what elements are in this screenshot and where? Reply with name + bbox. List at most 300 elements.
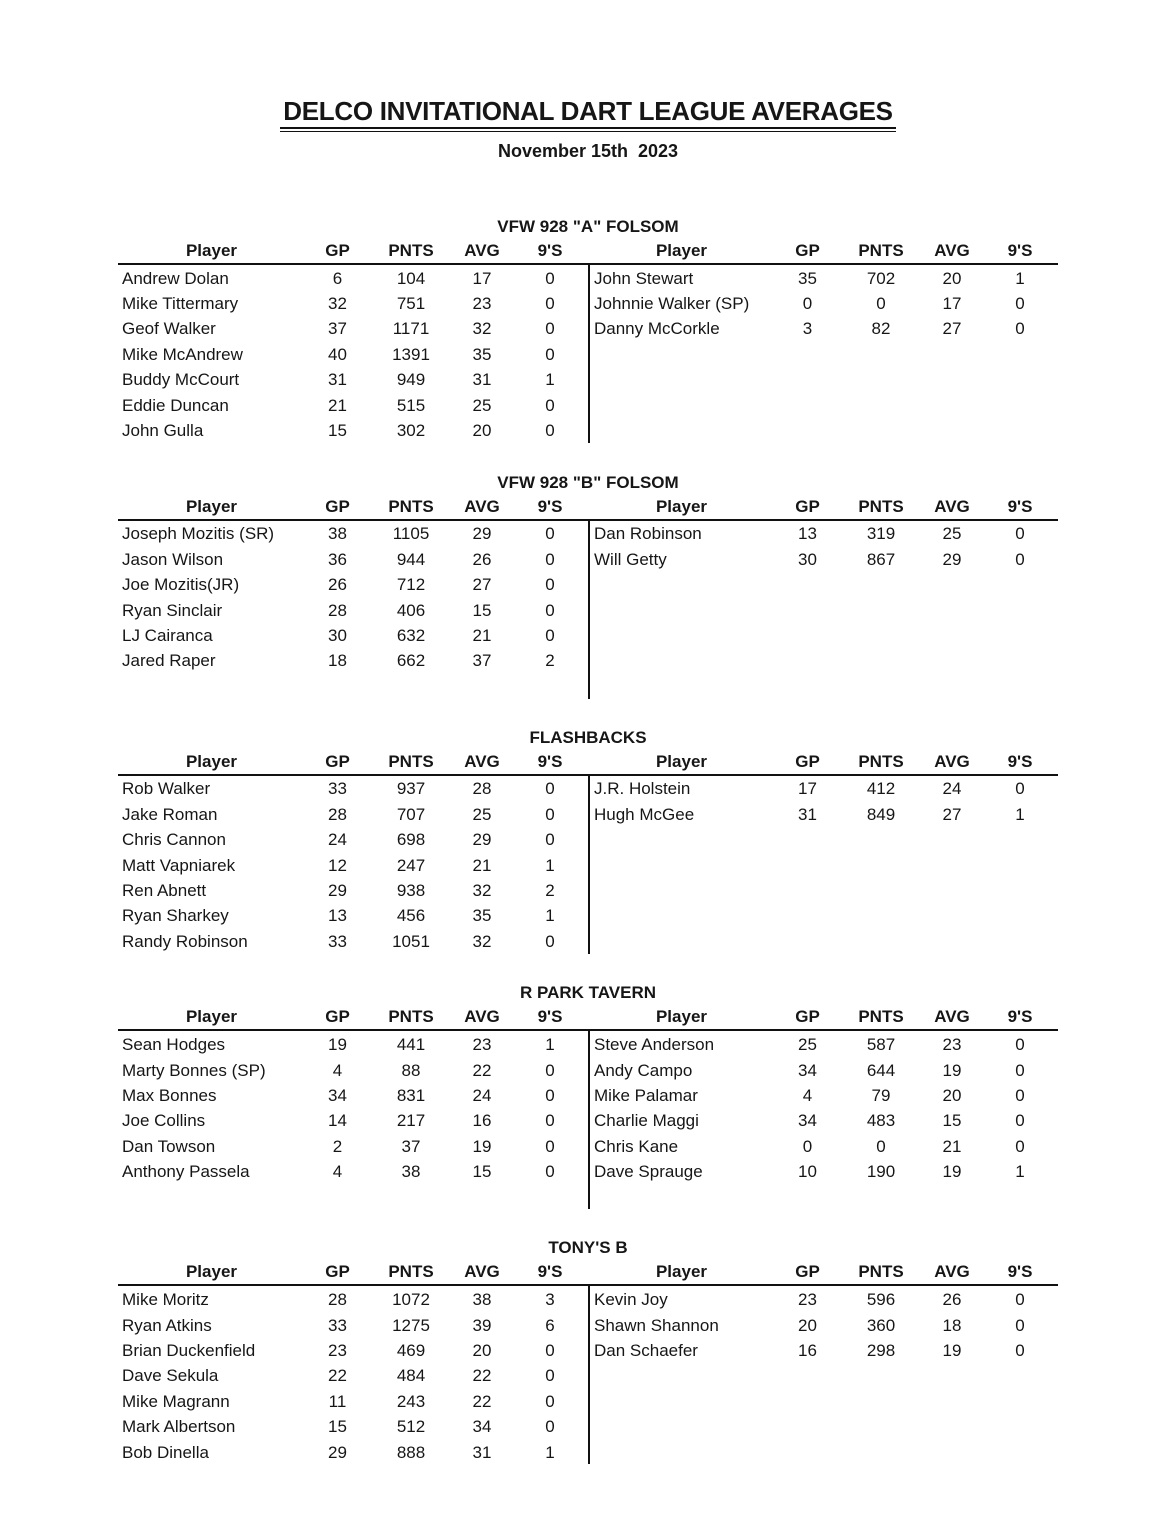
stat-cell: 19 xyxy=(472,1136,492,1156)
player-name-cell: Ryan Sharkey xyxy=(122,906,229,926)
player-name-cell: Randy Robinson xyxy=(122,931,248,951)
player-name-cell: Dan Towson xyxy=(122,1136,216,1156)
stat-cell: 20 xyxy=(942,1085,962,1105)
player-name-cell: LJ Cairanca xyxy=(122,625,213,645)
player-name-cell: Mike Moritz xyxy=(122,1290,209,1310)
column-header: PNTS xyxy=(388,241,434,260)
table-row xyxy=(590,1109,1058,1134)
stat-cell: 190 xyxy=(866,1162,896,1182)
stat-cell: 1 xyxy=(1015,804,1025,824)
player-name-cell: Jason Wilson xyxy=(122,549,224,569)
player-name-cell: Max Bonnes xyxy=(122,1085,217,1105)
player-name-cell: Dave Sprauge xyxy=(594,1162,703,1182)
stat-cell: 37 xyxy=(328,319,347,339)
table-row xyxy=(118,929,588,954)
player-name-cell: Eddie Duncan xyxy=(122,395,229,415)
stat-cell: 20 xyxy=(942,268,962,288)
stat-cell: 19 xyxy=(328,1035,347,1055)
page-title xyxy=(118,96,1058,132)
stat-cell: 1 xyxy=(545,1442,555,1462)
stat-cell: 0 xyxy=(545,1111,555,1131)
stat-cell: 28 xyxy=(328,1290,347,1310)
stat-cell: 0 xyxy=(545,549,555,569)
stat-cell: 34 xyxy=(798,1111,817,1131)
column-header: 9'S xyxy=(1007,241,1033,260)
player-name-cell: Andy Campo xyxy=(594,1060,693,1080)
column-header: PNTS xyxy=(388,751,434,771)
stat-cell: 0 xyxy=(545,600,555,620)
stat-cell: 0 xyxy=(545,344,555,364)
column-header: Player xyxy=(655,1262,708,1282)
table-row xyxy=(590,547,1058,572)
header-row xyxy=(588,239,1058,265)
column-header: PNTS xyxy=(388,496,434,516)
column-header: PNTS xyxy=(388,1262,434,1282)
stat-cell: 38 xyxy=(401,1162,421,1182)
page-date: November 15th 2023 xyxy=(497,141,679,161)
table-row xyxy=(118,853,588,878)
stat-cell: 23 xyxy=(942,1035,962,1055)
stat-cell: 1072 xyxy=(392,1290,430,1310)
table-row xyxy=(590,317,1058,342)
stat-cell: 33 xyxy=(328,1315,347,1335)
team-table-half-left xyxy=(118,495,588,699)
stat-cell: 31 xyxy=(472,1442,492,1462)
table-row xyxy=(118,623,588,648)
stat-cell: 4 xyxy=(332,1162,343,1182)
stat-cell: 22 xyxy=(472,1060,492,1080)
stat-cell: 32 xyxy=(472,931,492,951)
table-row xyxy=(118,1313,588,1338)
stat-cell: 632 xyxy=(396,625,426,645)
stat-cell: 483 xyxy=(866,1111,896,1131)
stat-cell: 360 xyxy=(866,1315,896,1335)
stat-cell: 0 xyxy=(545,804,555,824)
stat-cell: 217 xyxy=(396,1111,426,1131)
column-header: GP xyxy=(795,496,820,516)
table-body xyxy=(588,521,1058,699)
column-header: PNTS xyxy=(388,1007,434,1027)
stat-cell: 0 xyxy=(545,1162,555,1182)
stat-cell: 949 xyxy=(396,370,426,390)
stat-cell: 24 xyxy=(328,830,347,850)
player-name-cell: Danny McCorkle xyxy=(594,319,720,339)
table-row xyxy=(118,573,588,598)
team-table-half-right xyxy=(588,495,1058,699)
stat-cell: 38 xyxy=(328,524,347,544)
stat-cell: 0 xyxy=(1015,779,1025,799)
team-table-half-left xyxy=(118,750,588,955)
table-row xyxy=(590,802,1058,827)
stat-cell: 2 xyxy=(332,1136,343,1156)
header-row xyxy=(588,495,1058,521)
stat-cell: 0 xyxy=(545,1391,555,1411)
table-row xyxy=(118,368,588,393)
stat-cell: 25 xyxy=(472,804,492,824)
stat-cell: 10 xyxy=(798,1162,817,1182)
player-name-cell: Brian Duckenfield xyxy=(122,1340,256,1360)
table-row xyxy=(590,777,1058,802)
player-name-cell: Geof Walker xyxy=(122,319,216,339)
stat-cell: 38 xyxy=(472,1290,492,1310)
stat-cell: 0 xyxy=(1015,1315,1025,1335)
player-name-cell: Dave Sekula xyxy=(122,1366,219,1386)
column-header: 9'S xyxy=(1007,1262,1033,1282)
column-header: AVG xyxy=(464,1262,500,1282)
table-body xyxy=(118,776,588,955)
player-name-cell: Kevin Joy xyxy=(594,1290,668,1310)
column-header: AVG xyxy=(464,241,500,260)
title-underline xyxy=(280,96,895,132)
stat-cell: 25 xyxy=(472,395,492,415)
table-body xyxy=(588,1031,1058,1209)
stat-cell: 15 xyxy=(942,1111,962,1131)
column-header: AVG xyxy=(464,751,500,771)
stat-cell: 30 xyxy=(328,625,347,645)
table-body xyxy=(118,1031,588,1209)
stat-cell: 29 xyxy=(328,1442,347,1462)
stat-cell: 1 xyxy=(1015,268,1025,288)
stat-cell: 0 xyxy=(1015,524,1025,544)
table-row xyxy=(590,1134,1058,1159)
stat-cell: 0 xyxy=(802,1136,813,1156)
table-row xyxy=(118,878,588,903)
stat-cell: 0 xyxy=(545,395,555,415)
table-body xyxy=(588,1286,1058,1464)
stat-cell: 25 xyxy=(798,1035,817,1055)
column-header: GP xyxy=(795,1262,820,1282)
team-section xyxy=(118,214,1058,444)
stat-cell: 0 xyxy=(545,1085,555,1105)
column-header: PNTS xyxy=(858,1007,904,1027)
stat-cell: 412 xyxy=(866,779,896,799)
player-name-cell: Hugh McGee xyxy=(594,804,695,824)
column-header: AVG xyxy=(934,1262,970,1282)
page-title-text: DELCO INVITATIONAL DART LEAGUE AVERAGES xyxy=(280,96,895,129)
column-header: Player xyxy=(185,1007,238,1027)
stat-cell: 17 xyxy=(472,268,492,288)
stat-cell: 712 xyxy=(396,575,426,595)
stat-cell: 15 xyxy=(328,421,347,441)
team-title: R PARK TAVERN xyxy=(520,983,656,1003)
stat-cell: 14 xyxy=(328,1111,347,1131)
stat-cell: 1 xyxy=(545,906,555,926)
stat-cell: 35 xyxy=(472,344,492,364)
stat-cell: 1105 xyxy=(392,524,430,544)
player-name-cell: Johnnie Walker (SP) xyxy=(594,294,750,314)
stat-cell: 17 xyxy=(798,779,817,799)
stat-cell: 1 xyxy=(1015,1162,1025,1182)
table-row xyxy=(118,317,588,342)
stat-cell: 702 xyxy=(866,268,896,288)
stat-cell: 849 xyxy=(866,804,896,824)
player-name-cell: Dan Robinson xyxy=(594,524,702,544)
table-row xyxy=(118,828,588,853)
stat-cell: 1391 xyxy=(392,344,430,364)
column-header: GP xyxy=(325,241,350,260)
table-row xyxy=(118,547,588,572)
stat-cell: 40 xyxy=(328,344,347,364)
team-table xyxy=(118,239,1058,444)
stat-cell: 944 xyxy=(396,549,426,569)
player-name-cell: Chris Kane xyxy=(594,1136,679,1156)
stat-cell: 6 xyxy=(545,1315,555,1335)
table-row xyxy=(118,1032,588,1057)
stat-cell: 29 xyxy=(472,524,492,544)
stat-cell: 0 xyxy=(876,294,886,314)
stat-cell: 0 xyxy=(802,294,813,314)
stat-cell: 35 xyxy=(798,268,817,288)
table-row xyxy=(118,904,588,929)
stat-cell: 27 xyxy=(472,575,492,595)
stat-cell: 19 xyxy=(942,1162,962,1182)
team-table-half-right xyxy=(588,1005,1058,1209)
stat-cell: 21 xyxy=(942,1136,962,1156)
header-row xyxy=(118,1005,588,1031)
column-header: Player xyxy=(185,241,238,260)
player-name-cell: Mike Tittermary xyxy=(122,294,239,314)
column-header: GP xyxy=(795,751,820,771)
player-name-cell: Rob Walker xyxy=(122,779,211,799)
stat-cell: 302 xyxy=(396,421,426,441)
stat-cell: 2 xyxy=(545,880,555,900)
stat-cell: 0 xyxy=(545,830,555,850)
stat-cell: 26 xyxy=(472,549,492,569)
stat-cell: 20 xyxy=(798,1315,817,1335)
stat-cell: 4 xyxy=(802,1085,813,1105)
stat-cell: 12 xyxy=(328,855,347,875)
table-row xyxy=(590,1058,1058,1083)
table-row xyxy=(118,649,588,674)
column-header: AVG xyxy=(934,751,970,771)
stat-cell: 24 xyxy=(942,779,962,799)
stat-cell: 25 xyxy=(942,524,962,544)
player-name-cell: Ryan Atkins xyxy=(122,1315,212,1335)
stat-cell: 456 xyxy=(396,906,426,926)
stat-cell: 1 xyxy=(545,370,555,390)
header-row xyxy=(118,1260,588,1286)
table-row xyxy=(118,1440,588,1465)
stat-cell: 21 xyxy=(472,625,492,645)
column-header: Player xyxy=(655,496,708,516)
header-row xyxy=(588,750,1058,776)
column-header: 9'S xyxy=(1007,496,1033,516)
table-body xyxy=(588,265,1058,443)
table-row xyxy=(118,1389,588,1414)
column-header: GP xyxy=(795,1007,820,1027)
table-row xyxy=(118,522,588,547)
table-row xyxy=(118,1287,588,1312)
stat-cell: 34 xyxy=(328,1085,347,1105)
stat-cell: 20 xyxy=(472,421,492,441)
stat-cell: 0 xyxy=(545,1366,555,1386)
player-name-cell: Charlie Maggi xyxy=(594,1111,699,1131)
stat-cell: 0 xyxy=(545,1136,555,1156)
stat-cell: 88 xyxy=(401,1060,421,1080)
column-header: Player xyxy=(185,496,238,516)
stat-cell: 39 xyxy=(472,1315,492,1335)
table-row xyxy=(118,1058,588,1083)
column-header: Player xyxy=(655,1007,708,1027)
column-header: AVG xyxy=(934,241,970,260)
player-name-cell: John Gulla xyxy=(122,421,204,441)
player-name-cell: Will Getty xyxy=(594,549,667,569)
column-header: GP xyxy=(795,241,820,260)
stat-cell: 16 xyxy=(798,1340,817,1360)
stat-cell: 22 xyxy=(472,1366,492,1386)
table-body xyxy=(118,521,588,699)
table-row xyxy=(590,291,1058,316)
stat-cell: 0 xyxy=(545,294,555,314)
stat-cell: 751 xyxy=(396,294,426,314)
stat-cell: 16 xyxy=(472,1111,492,1131)
team-table-half-right xyxy=(588,1260,1058,1465)
column-header: Player xyxy=(655,241,708,260)
team-title: FLASHBACKS xyxy=(529,727,647,747)
stat-cell: 34 xyxy=(798,1060,817,1080)
column-header: 9'S xyxy=(537,1262,563,1282)
column-header: 9'S xyxy=(537,1007,563,1027)
table-row xyxy=(590,1313,1058,1338)
player-name-cell: J.R. Holstein xyxy=(594,779,691,799)
stat-cell: 22 xyxy=(472,1391,492,1411)
stat-cell: 0 xyxy=(545,931,555,951)
table-row xyxy=(590,522,1058,547)
stat-cell: 0 xyxy=(1015,549,1025,569)
team-table-half-left xyxy=(118,1005,588,1209)
stat-cell: 319 xyxy=(866,524,896,544)
player-name-cell: Joseph Mozitis (SR) xyxy=(122,524,275,544)
stat-cell: 19 xyxy=(942,1060,962,1080)
stat-cell: 30 xyxy=(798,549,817,569)
stat-cell: 0 xyxy=(1015,1290,1025,1310)
player-name-cell: Mike McAndrew xyxy=(122,344,243,364)
stat-cell: 32 xyxy=(472,319,492,339)
stat-cell: 0 xyxy=(1015,1035,1025,1055)
column-header: 9'S xyxy=(537,496,563,516)
team-title: VFW 928 "B" FOLSOM xyxy=(497,472,679,492)
stat-cell: 0 xyxy=(1015,1136,1025,1156)
stat-cell: 937 xyxy=(396,779,426,799)
column-header: PNTS xyxy=(858,1262,904,1282)
player-name-cell: Mark Albertson xyxy=(122,1417,236,1437)
stat-cell: 644 xyxy=(866,1060,896,1080)
stat-cell: 22 xyxy=(328,1366,347,1386)
stat-cell: 34 xyxy=(472,1417,492,1437)
player-name-cell: Mike Palamar xyxy=(594,1085,698,1105)
stat-cell: 29 xyxy=(942,549,962,569)
stat-cell: 0 xyxy=(545,1340,555,1360)
table-row xyxy=(590,1287,1058,1312)
team-section xyxy=(118,470,1058,699)
stat-cell: 1 xyxy=(545,855,555,875)
player-name-cell: Steve Anderson xyxy=(594,1035,715,1055)
column-header: 9'S xyxy=(1007,751,1033,771)
stat-cell: 37 xyxy=(401,1136,421,1156)
table-body xyxy=(118,265,588,444)
table-row xyxy=(118,342,588,367)
column-header: 9'S xyxy=(537,241,563,260)
header-row xyxy=(118,239,588,265)
stat-cell: 36 xyxy=(328,549,347,569)
stat-cell: 15 xyxy=(472,600,492,620)
column-header: GP xyxy=(325,1007,350,1027)
player-name-cell: Dan Schaefer xyxy=(594,1340,698,1360)
stat-cell: 0 xyxy=(545,1060,555,1080)
player-name-cell: Joe Collins xyxy=(122,1111,206,1131)
team-title: VFW 928 "A" FOLSOM xyxy=(497,217,679,236)
table-row xyxy=(118,266,588,291)
stat-cell: 20 xyxy=(472,1340,492,1360)
stat-cell: 587 xyxy=(866,1035,896,1055)
header-row xyxy=(118,495,588,521)
table-row xyxy=(118,1364,588,1389)
player-name-cell: Matt Vapniarek xyxy=(122,855,236,875)
team-section xyxy=(118,980,1058,1209)
stat-cell: 0 xyxy=(1015,1060,1025,1080)
stat-cell: 27 xyxy=(942,804,962,824)
stat-cell: 17 xyxy=(942,294,962,314)
stat-cell: 31 xyxy=(472,370,492,390)
table-row xyxy=(118,777,588,802)
header-row xyxy=(588,1260,1058,1286)
stat-cell: 13 xyxy=(328,906,347,926)
stat-cell: 707 xyxy=(396,804,426,824)
stat-cell: 23 xyxy=(328,1340,347,1360)
stat-cell: 0 xyxy=(545,575,555,595)
stat-cell: 15 xyxy=(472,1162,492,1182)
table-row xyxy=(118,1414,588,1439)
stat-cell: 15 xyxy=(328,1417,347,1437)
stat-cell: 32 xyxy=(328,294,347,314)
table-row xyxy=(118,1109,588,1134)
stat-cell: 0 xyxy=(545,779,555,799)
team-table-half-right xyxy=(588,750,1058,955)
table-row xyxy=(118,1134,588,1159)
stat-cell: 0 xyxy=(1015,1340,1025,1360)
column-header: 9'S xyxy=(1007,1007,1033,1027)
stat-cell: 29 xyxy=(328,880,347,900)
stat-cell: 28 xyxy=(328,804,347,824)
team-table xyxy=(118,1005,1058,1209)
stat-cell: 1 xyxy=(545,1035,555,1055)
player-name-cell: Shawn Shannon xyxy=(594,1315,719,1335)
stat-cell: 32 xyxy=(472,880,492,900)
stat-cell: 3 xyxy=(802,319,813,339)
stat-cell: 33 xyxy=(328,779,347,799)
column-header: Player xyxy=(655,751,708,771)
stat-cell: 0 xyxy=(1015,319,1025,339)
column-header: 9'S xyxy=(537,751,563,771)
stat-cell: 28 xyxy=(472,779,492,799)
player-name-cell: Bob Dinella xyxy=(122,1442,209,1462)
player-name-cell: Joe Mozitis(JR) xyxy=(122,575,240,595)
table-row xyxy=(118,802,588,827)
stat-cell: 0 xyxy=(876,1136,886,1156)
player-name-cell: Jared Raper xyxy=(122,651,216,671)
stat-cell: 37 xyxy=(472,651,492,671)
player-name-cell: John Stewart xyxy=(594,268,694,288)
header-row xyxy=(118,750,588,776)
player-name-cell: Anthony Passela xyxy=(122,1162,250,1182)
stat-cell: 0 xyxy=(545,524,555,544)
player-name-cell: Buddy McCourt xyxy=(122,370,240,390)
stat-cell: 1275 xyxy=(392,1315,430,1335)
player-name-cell: Andrew Dolan xyxy=(122,268,229,288)
column-header: Player xyxy=(185,1262,238,1282)
table-row xyxy=(590,1032,1058,1057)
column-header: AVG xyxy=(464,496,500,516)
